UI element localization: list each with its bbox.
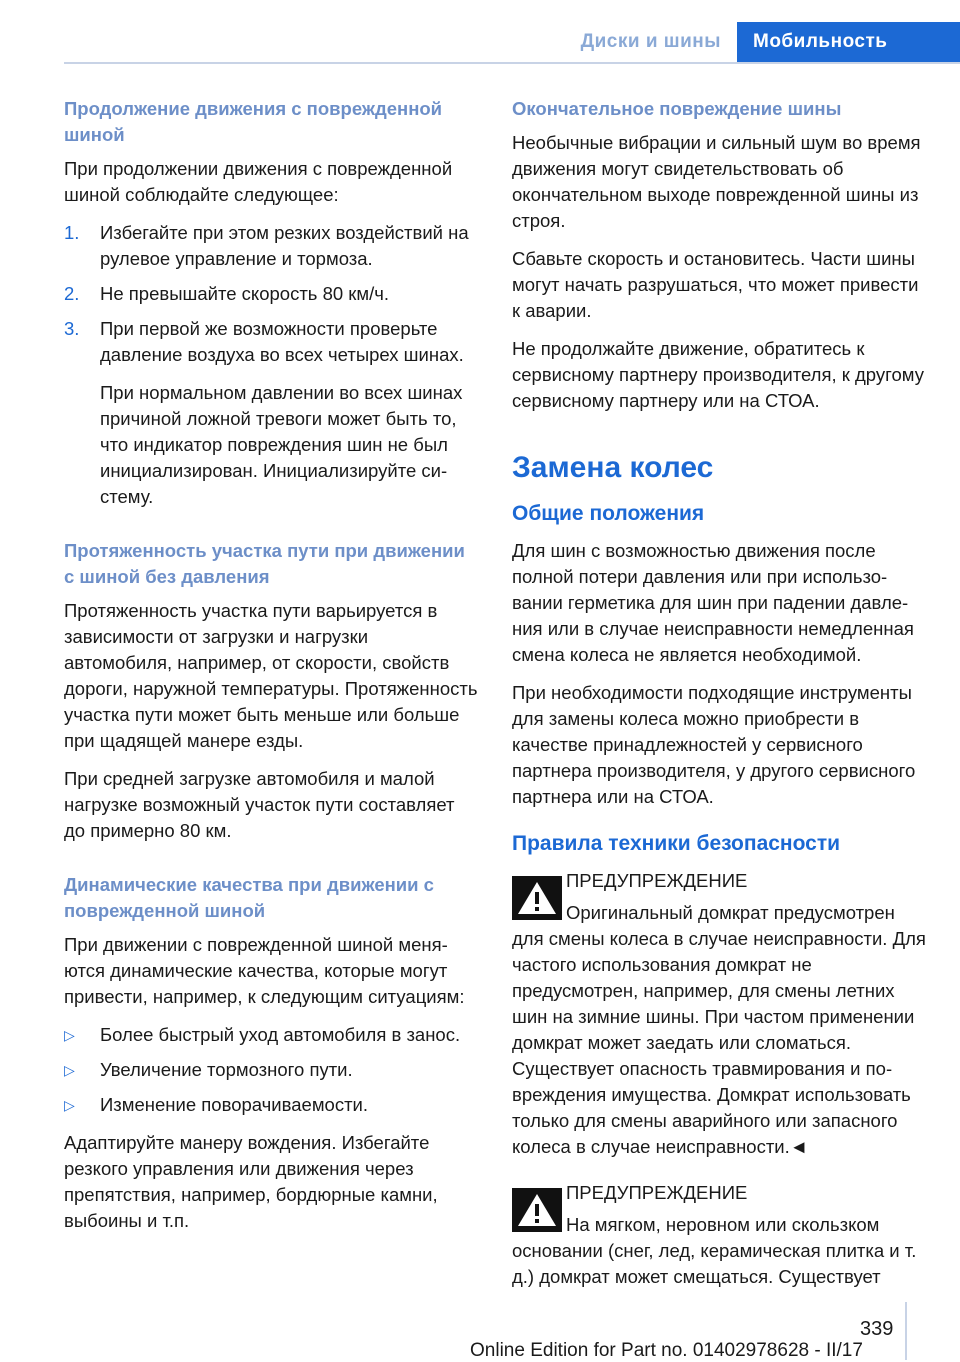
paragraph: Для шин с возможностью движения после полной потери давления или при использовании герметика для шин при падении давления или в случае неисправности немедленная смена колеса не является необходимой.	[512, 540, 914, 665]
triangle-bullet-icon: ▷	[64, 1062, 75, 1078]
list-item-text: При первой же возможности проверьте давление воздуха во всех четырех шинах.	[100, 318, 464, 365]
warning-text: основании (снег, лед, керамическая плитка и т. д.) домкрат может смещаться. Существует	[512, 1240, 917, 1287]
warning-icon	[512, 876, 562, 920]
section-title-dynamics: Динамические качества при движении с поврежденной шиной	[64, 874, 434, 921]
paragraph: При движении с поврежденной шиной меняются динамические качества, которые могут привести, например, к следующим ситуациям:	[64, 934, 465, 1007]
list-item	[64, 1022, 480, 1048]
list-item	[64, 220, 480, 272]
paragraph: При продолжении движения с поврежденной шиной соблюдайте следующее:	[64, 158, 453, 205]
edition-footer: Online Edition for Part no. 01402978628 - II/17	[470, 1340, 863, 1361]
warning-text: для смены колеса в случае неисправности. Для частого использования домкрат не предусмотрен, например, для смены летних шин на зимние шины. При частом применении домкрат может заедать или сломаться. Существует опасность травмирования и повреждения имущества. Домкрат использовать только для смены аварийного или запасного колеса в случае неисправности.◄	[512, 928, 926, 1157]
list-item	[64, 316, 480, 368]
paragraph: При нормальном давлении во всех шинах причиной ложной тревоги может быть то, что индикатор повреждения шин не был инициализирован. Инициализируйте систему.	[100, 382, 463, 507]
triangle-bullet-icon: ▷	[64, 1097, 75, 1113]
paragraph: Необычные вибрации и сильный шум во время движения могут свидетельствовать об окончательном выходе поврежденной шины из строя.	[512, 132, 921, 231]
list-item	[64, 281, 480, 307]
paragraph: Адаптируйте манеру вождения. Избегайте резкого управления или движения через препятствия, например, бордюрные камни, выбоины и т.п.	[64, 1132, 438, 1231]
paragraph: Не продолжайте движение, обратитесь к сервисному партнеру производителя, к другому сервисному партнеру или на СТОА.	[512, 338, 924, 411]
numbered-list	[64, 220, 480, 368]
bullet-list	[64, 1022, 480, 1118]
list-item-text: Увеличение тормозного пути.	[100, 1059, 353, 1080]
paragraph: Протяженность участка пути варьируется в зависимости от загрузки и нагрузки автомобиля, например, от скорости, свойств дороги, наружной температуры. Протяженность участка пути может быть меньше или больше при щадящей манере езды.	[64, 600, 478, 751]
header-divider	[64, 62, 960, 64]
paragraph: Сбавьте скорость и остановитесь. Части шины могут начать разрушаться, что может привести к аварии.	[512, 248, 919, 321]
list-item-text: Избегайте при этом резких воздействий на рулевое управление и тормоза.	[100, 222, 469, 269]
header-section-label: Диски и шины	[580, 31, 721, 52]
warning-block	[512, 1180, 928, 1290]
list-item	[64, 1092, 480, 1118]
list-item	[64, 1057, 480, 1083]
chapter-heading: Замена колес	[512, 451, 714, 484]
triangle-bullet-icon: ▷	[64, 1027, 75, 1043]
section-title-damaged-tire: Продолжение движения с поврежденной шиной	[64, 98, 443, 145]
list-number: 1.	[64, 222, 80, 243]
page-number: 339	[860, 1318, 894, 1340]
header-tab-chapter	[737, 22, 960, 62]
header-tab-section	[560, 22, 735, 62]
section-title-safety: Правила техники безопасности	[512, 832, 841, 855]
list-number: 2.	[64, 283, 80, 304]
footer-divider	[905, 1302, 907, 1360]
list-item-text: Изменение поворачиваемости.	[100, 1094, 369, 1115]
list-item-text: Не превышайте скорость 80 км/ч.	[100, 283, 390, 304]
header-chapter-label: Мобильность	[753, 31, 888, 52]
paragraph: При необходимости подходящие инструменты для замены колеса можно приобрести в качестве принадлежностей у сервисного партнера производителя, у другого сервисного партнера или на СТОА.	[512, 682, 916, 807]
warning-lead: Оригинальный домкрат предусмотрен	[566, 902, 895, 923]
section-title-range: Протяженность участка пути при движении с шиной без давления	[64, 540, 465, 587]
left-column	[64, 96, 480, 1246]
list-item-text: Более быстрый уход автомобиля в занос.	[100, 1024, 461, 1045]
right-column	[512, 96, 928, 1304]
warning-block	[512, 868, 928, 1160]
warning-icon	[512, 1188, 562, 1232]
warning-title: ПРЕДУПРЕЖДЕНИЕ	[566, 870, 748, 891]
list-number: 3.	[64, 318, 80, 339]
warning-title: ПРЕДУПРЕЖДЕНИЕ	[566, 1182, 748, 1203]
paragraph: При средней загрузке автомобиля и малой нагрузке возможный участок пути составляет до примерно 80 км.	[64, 768, 455, 841]
section-title-general: Общие положения	[512, 502, 705, 525]
section-title-final-damage: Окончательное повреждение шины	[512, 98, 842, 119]
warning-lead: На мягком, неровном или скользком	[566, 1214, 880, 1235]
